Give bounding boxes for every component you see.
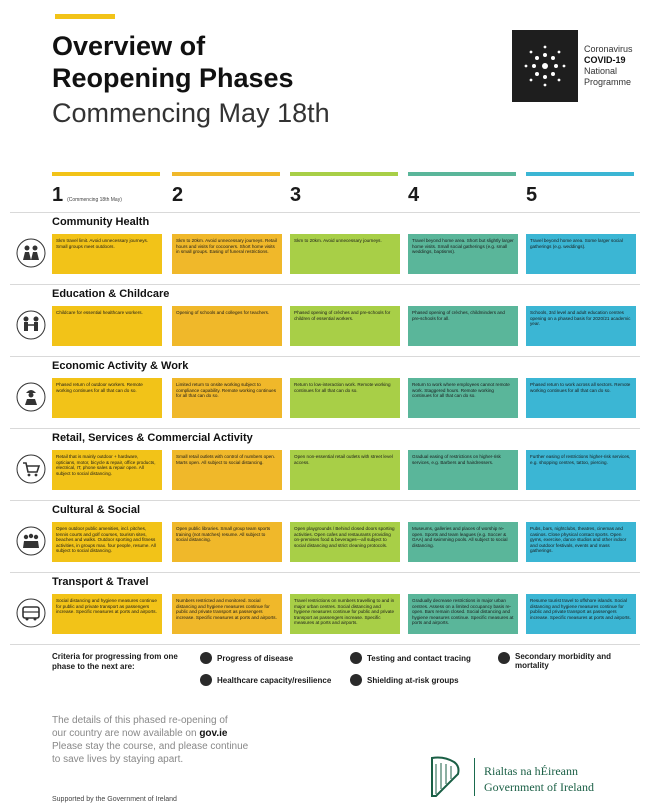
- section-divider: [10, 356, 640, 357]
- section-divider: [10, 500, 640, 501]
- testing-icon: [350, 652, 362, 664]
- phase-1-cell: Retail that is mainly outdoor + hardware, opticians, motor, bicycle & repair, office products, electrical, IT, phone sales & repair open. All subject to social distancing.: [52, 450, 162, 490]
- page-subtitle: Commencing May 18th: [52, 98, 330, 128]
- criteria-text: Testing and contact tracing: [367, 653, 471, 663]
- phase-5-cell: Schools, 3rd level and adult education centres opening on a phased basis for 2020/21 academic year.: [526, 306, 636, 346]
- phase-5-cell: Further easing of restrictions higher-risk services, e.g. shopping centres, tattoo, piercing.: [526, 450, 636, 490]
- children-icon: [16, 310, 46, 340]
- phase-5-cell: Pubs, bars, nightclubs, theatres, cinemas and casinos. Close physical contact sports. Open gyms, exercise, dance studios and other indoor and outdoor festivals, events and mass gatherings.: [526, 522, 636, 562]
- covid-logo-line1: Coronavirus: [584, 44, 633, 54]
- phase-3-cell: Travel restrictions on numbers travelling to and in major urban centres. Social distancing and hygiene measures continue for public and private transport as passengers increase. Specific measures at ports and airports.: [290, 594, 400, 634]
- covid-logo-line4: Programme: [584, 77, 632, 87]
- criteria-text: Secondary morbidity and mortality: [515, 652, 612, 670]
- criteria-text: Shielding at-risk groups: [367, 675, 459, 685]
- phase-2-cell: Small retail outlets with control of numbers open. Marts open. All subject to social distancing.: [172, 450, 282, 490]
- cross-icon: [498, 652, 510, 664]
- phase-3-cell: Skm to 20km. Avoid unnecessary journeys.: [290, 234, 400, 274]
- phase-number-4: 4: [408, 184, 420, 206]
- phase-number-1: 1: [52, 184, 64, 206]
- section-divider: [10, 212, 640, 213]
- section-transport-travel: [10, 572, 640, 644]
- phase-1-cell: Social distancing and hygiene measures continue for public and private transport as passengers increase. Specific measures at ports and airports.: [52, 594, 162, 634]
- phase-5-cell: Resume tourist travel to offshore islands. Social distancing and hygiene measures continue for public and private transport as passengers increase. Specific measures at ports and airports.: [526, 594, 636, 634]
- harp-icon: [424, 754, 464, 800]
- phase-2-cell: Open public libraries. Small group team sports training (not matches) resume. All subject to social distancing.: [172, 522, 282, 562]
- worker-icon: [16, 382, 46, 412]
- phase-number-3: 3: [290, 184, 302, 206]
- phase-4-cell: Gradual easing of restrictions on higher-risk services, e.g. Barbers and hairdressers.: [408, 450, 518, 490]
- section-title: Retail, Services & Commercial Activity: [52, 432, 253, 444]
- bus-icon: [16, 598, 46, 628]
- phase-line-5: [526, 172, 634, 176]
- covid-logo-text: [578, 30, 633, 102]
- phase-3-cell: Return to low-interaction work. Remote working continues for all that can do so.: [290, 378, 400, 418]
- phase-header-2: [172, 172, 280, 212]
- footer-message: [52, 714, 292, 766]
- gov-name-irish: Rialtas na hÉireann: [484, 764, 578, 778]
- header-accent-bar: [55, 14, 115, 19]
- phase-4-cell: Gradually decrease restrictions in major urban centres. Assess on a limited occupancy basis re-open. Bars remain closed. Social distancing and hygiene measures continue. Specific measures at ports and airports.: [408, 594, 518, 634]
- hospital-icon: [200, 674, 212, 686]
- section-title: Cultural & Social: [52, 504, 141, 516]
- phase-4-cell: Phased opening of crèches, childminders and pre-schools for all.: [408, 306, 518, 346]
- section-economic-activity-work: [10, 356, 640, 428]
- criteria-item: [498, 652, 638, 670]
- virus-icon: [512, 30, 578, 102]
- phase-number-2: 2: [172, 184, 184, 206]
- phase-note-1: (Commencing 18th May): [67, 197, 122, 203]
- section-title: Transport & Travel: [52, 576, 149, 588]
- footer-line3: Please stay the course, and please continue: [52, 741, 249, 752]
- page-title: Overview of Reopening Phases: [52, 31, 294, 93]
- criteria-label: Criteria for progressing from one phase to the next are:: [52, 652, 178, 671]
- phase-5-cell: Phased return to work across all sectors. Remote working continues for all that can do so.: [526, 378, 636, 418]
- phase-3-cell: Open playgrounds / Behind closed doors sporting activities. Open cafes and restaurants providing on-premises food & beverages—all subject to social distancing and strict cleaning protocols.: [290, 522, 400, 562]
- shield-icon: [350, 674, 362, 686]
- phase-header-5: [526, 172, 634, 212]
- criteria-text: Healthcare capacity/resilience: [217, 675, 332, 685]
- phase-2-cell: Opening of schools and colleges for teachers.: [172, 306, 282, 346]
- phase-header-1: [52, 172, 160, 212]
- section-title: Economic Activity & Work: [52, 360, 189, 372]
- phase-1-cell: Open outdoor public amenities, incl. pitches, tennis courts and golf courses, tourism sites, beaches and walks. Outdoor sporting and fitness activities, in groups max. four people, resume. All subject to social distancing.: [52, 522, 162, 562]
- culture-icon: [16, 526, 46, 556]
- phase-5-cell: Travel beyond home area. Some larger social gatherings (e.g. weddings).: [526, 234, 636, 274]
- footer-line4: to save lives by staying apart.: [52, 754, 184, 765]
- section-divider: [10, 284, 640, 285]
- covid-programme-logo: [512, 30, 640, 102]
- criteria-item: [350, 674, 459, 686]
- section-education-childcare: [10, 284, 640, 356]
- phase-4-cell: Museums, galleries and places of worship re-open. Sports and team leagues (e.g. Soccer & GAA) and swimming pools. All subject to social distancing.: [408, 522, 518, 562]
- phase-2-cell: Numbers restricted and monitored. Social distancing and hygiene measures continue for public and private transport as passengers increase. Specific measures at ports and airports.: [172, 594, 282, 634]
- gov-ie-link[interactable]: gov.ie: [199, 728, 228, 739]
- supported-by-text: Supported by the Government of Ireland: [52, 796, 177, 803]
- gov-divider: [474, 758, 475, 796]
- phase-header-3: [290, 172, 398, 212]
- gov-name-english: Government of Ireland: [484, 780, 594, 794]
- section-title: Education & Childcare: [52, 288, 170, 300]
- phase-2-cell: Limited return to onsite working subject to compliance capability. Remote working continues for all that can do so.: [172, 378, 282, 418]
- phase-4-cell: Return to work where employees cannot remote work. Staggered hours. Remote working continues for all that can do so.: [408, 378, 518, 418]
- phase-4-cell: Travel beyond home area. Short but slightly larger home visits. Small social gatherings (e.g. small weddings, baptisms).: [408, 234, 518, 274]
- criteria-section: [10, 644, 640, 685]
- phase-1-cell: Skm travel limit. Avoid unnecessary journeys. Small groups meet outdoors.: [52, 234, 162, 274]
- section-cultural-social: [10, 500, 640, 572]
- section-community-health: [10, 212, 640, 284]
- covid-logo-line3: National: [584, 66, 618, 76]
- section-divider: [10, 428, 640, 429]
- footer-line2: our country are now available on: [52, 728, 200, 739]
- virus-icon: [200, 652, 212, 664]
- phase-line-2: [172, 172, 280, 176]
- phase-number-5: 5: [526, 184, 538, 206]
- phase-line-3: [290, 172, 398, 176]
- phase-1-cell: Childcare for essential healthcare workers.: [52, 306, 162, 346]
- phase-line-1: [52, 172, 160, 176]
- section-divider: [10, 644, 640, 645]
- phase-header-4: [408, 172, 516, 212]
- phase-2-cell: Skm to 20km. Avoid unnecessary journeys. Retail hours and visits for cocooners. Short home visits in small groups. Easing of funeral restrictions.: [172, 234, 282, 274]
- section-retail-services: [10, 428, 640, 500]
- criteria-item: [200, 652, 293, 664]
- phase-3-cell: Phased opening of crèches and pre-schools for children of essential workers.: [290, 306, 400, 346]
- criteria-text: Progress of disease: [217, 653, 294, 663]
- footer-line1: The details of this phased re-opening of: [52, 715, 228, 726]
- criteria-item: [350, 652, 471, 664]
- people-icon: [16, 238, 46, 268]
- criteria-item: [200, 674, 331, 686]
- covid-logo-line2: COVID-19: [584, 55, 626, 65]
- phase-3-cell: Open non-essential retail outlets with street level access.: [290, 450, 400, 490]
- phase-1-cell: Phased return of outdoor workers. Remote working continues for all that can do so.: [52, 378, 162, 418]
- section-divider: [10, 572, 640, 573]
- cart-icon: [16, 454, 46, 484]
- phase-line-4: [408, 172, 516, 176]
- section-title: Community Health: [52, 216, 150, 228]
